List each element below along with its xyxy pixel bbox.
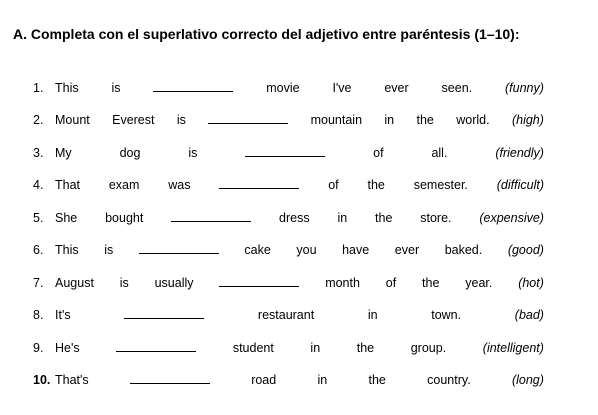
sentence-word: bought (105, 211, 144, 225)
item-number: 9. (33, 341, 44, 355)
answer-blank[interactable] (219, 275, 299, 287)
item-number: 10. (33, 373, 51, 387)
answer-blank[interactable] (116, 340, 196, 352)
sentence-word: was (168, 178, 191, 192)
adjective-hint: (intelligent) (482, 341, 544, 355)
answer-blank[interactable] (219, 177, 299, 189)
exercise-item (35, 210, 544, 226)
sentence-word: This (55, 243, 79, 257)
sentence-word: of (373, 146, 384, 160)
adjective-hint: (long) (511, 373, 544, 387)
sentence (35, 372, 544, 388)
sentence-word: seen. (441, 81, 473, 95)
item-number: 8. (33, 308, 44, 322)
sentence-word: ever (394, 243, 420, 257)
sentence (35, 275, 544, 291)
item-number: 3. (33, 146, 44, 160)
exercise-item (35, 177, 544, 193)
sentence-word: ever (384, 81, 409, 95)
sentence-word: is (111, 81, 121, 95)
item-number: 5. (33, 211, 44, 225)
adjective-hint: (friendly) (495, 146, 544, 160)
sentence-word: She (55, 211, 78, 225)
item-number: 6. (33, 243, 44, 257)
exercise-item (35, 242, 544, 258)
sentence-word: restaurant (257, 308, 315, 322)
sentence-word: in (317, 373, 328, 387)
sentence-word: all. (431, 146, 448, 160)
sentence-word: That (55, 178, 81, 192)
item-number: 2. (33, 113, 44, 127)
sentence-word: in (310, 341, 321, 355)
exercise-item (35, 340, 544, 356)
sentence-word: group. (410, 341, 447, 355)
sentence-word: in (337, 211, 348, 225)
answer-blank[interactable] (139, 242, 219, 254)
sentence-word: usually (154, 276, 194, 290)
sentence-word: is (188, 146, 198, 160)
sentence-word: have (342, 243, 370, 257)
sentence-word: mountain (310, 113, 363, 127)
sentence-word: year. (465, 276, 493, 290)
sentence-word: cake (244, 243, 271, 257)
sentence-word: This (55, 81, 79, 95)
sentence-word: country. (427, 373, 471, 387)
sentence-word: I've (332, 81, 352, 95)
sentence-word: the (368, 373, 386, 387)
exercise-item (35, 307, 544, 323)
sentence-word: movie (266, 81, 300, 95)
adjective-hint: (funny) (505, 81, 544, 95)
item-number: 4. (33, 178, 44, 192)
sentence-word: August (55, 276, 94, 290)
sentence-word: in (367, 308, 378, 322)
sentence-word: It's (55, 308, 71, 322)
adjective-hint: (bad) (514, 308, 544, 322)
sentence-word: month (325, 276, 360, 290)
sentence-word: Everest (112, 113, 155, 127)
sentence-word: My (55, 146, 72, 160)
item-number: 7. (33, 276, 44, 290)
sentence-word: the (416, 113, 434, 127)
exercise-item (35, 275, 544, 291)
exercise-item (35, 145, 544, 161)
adjective-hint: (expensive) (479, 211, 544, 225)
answer-blank[interactable] (130, 372, 210, 384)
sentence-word: dress (279, 211, 310, 225)
adjective-hint: (good) (507, 243, 544, 257)
sentence-word: in (384, 113, 395, 127)
answer-blank[interactable] (171, 210, 251, 222)
sentence-word: of (328, 178, 339, 192)
sentence-word: semester. (413, 178, 468, 192)
sentence-word: you (296, 243, 317, 257)
adjective-hint: (high) (511, 113, 544, 127)
sentence (35, 177, 544, 193)
sentence-word: dog (119, 146, 141, 160)
sentence-word: is (119, 276, 129, 290)
sentence-word: world. (456, 113, 490, 127)
sentence (35, 340, 544, 356)
answer-blank[interactable] (124, 307, 204, 319)
sentence-word: is (104, 243, 114, 257)
answer-blank[interactable] (245, 145, 325, 157)
sentence-word: store. (420, 211, 452, 225)
sentence-word: is (176, 113, 186, 127)
item-number: 1. (33, 81, 44, 95)
sentence-word: That's (55, 373, 89, 387)
sentence-word: the (367, 178, 385, 192)
exercise-title: A. Completa con el superlativo correcto del adjetivo entre paréntesis (1–10): (13, 26, 520, 42)
adjective-hint: (hot) (518, 276, 544, 290)
exercise-item (35, 372, 544, 388)
sentence (35, 80, 544, 96)
exercise-item (35, 112, 544, 128)
exercise-item (35, 80, 544, 96)
sentence-word: student (232, 341, 274, 355)
answer-blank[interactable] (208, 112, 288, 124)
sentence (35, 242, 544, 258)
sentence (35, 145, 544, 161)
sentence-word: of (385, 276, 397, 290)
sentence-word: He's (55, 341, 80, 355)
sentence (35, 307, 544, 323)
sentence (35, 210, 544, 226)
answer-blank[interactable] (153, 80, 233, 92)
adjective-hint: (difficult) (496, 178, 544, 192)
sentence-word: Mount (55, 113, 90, 127)
sentence-word: town. (431, 308, 462, 322)
sentence-word: the (422, 276, 440, 290)
sentence (35, 112, 544, 128)
sentence-word: baked. (444, 243, 483, 257)
sentence-word: the (375, 211, 393, 225)
sentence-word: road (251, 373, 277, 387)
sentence-word: exam (108, 178, 140, 192)
sentence-word: the (356, 341, 375, 355)
